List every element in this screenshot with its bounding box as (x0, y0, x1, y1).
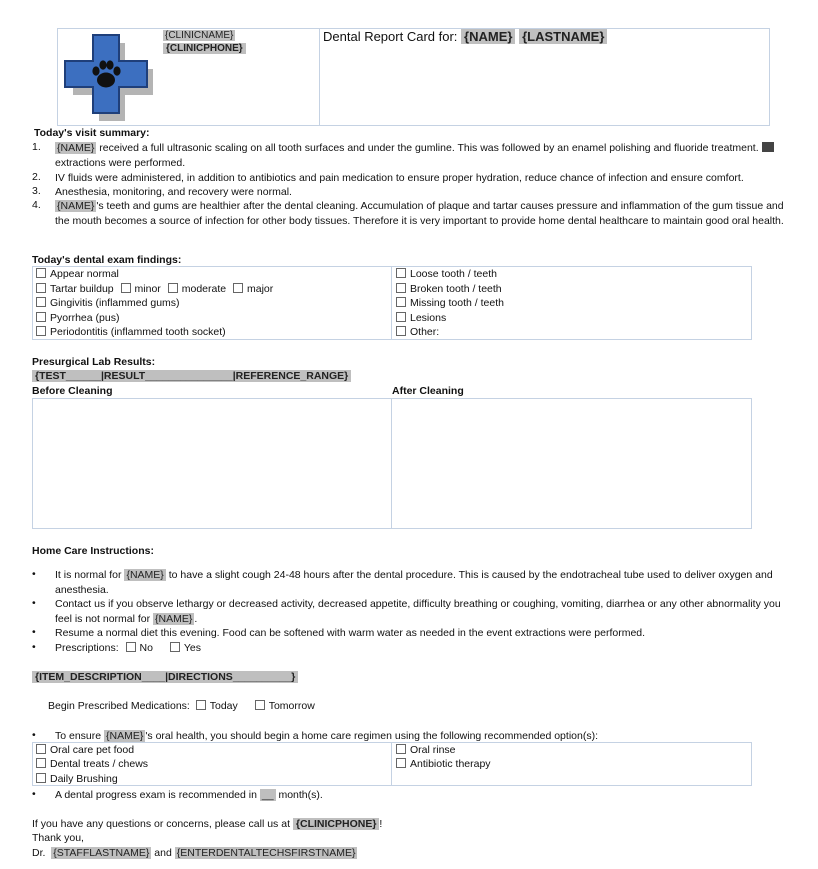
checkbox[interactable] (36, 326, 46, 336)
summary-item-1: {NAME} received a full ultrasonic scaling on all tooth surfaces and under the gumline. This was followed by an enamel polishing and fluoride treatment. extractions were performed. (55, 141, 790, 170)
thank-you: Thank you, (32, 832, 84, 844)
prescriptions-yes-checkbox[interactable] (170, 642, 180, 652)
staff-lastname: {STAFFLASTNAME} (53, 847, 150, 859)
before-cleaning-area[interactable] (32, 398, 392, 529)
begin-medications-row: Begin Prescribed Medications: Today Tomorrow (48, 700, 315, 712)
finding-missing[interactable]: Missing tooth / teeth (396, 296, 504, 310)
option-antibiotic[interactable]: Antibiotic therapy (396, 757, 491, 771)
checkbox[interactable] (36, 744, 46, 754)
pet-name: {NAME} (461, 29, 515, 44)
summary-heading: Today's visit summary: (34, 127, 150, 139)
checkbox[interactable] (396, 312, 406, 322)
checkbox[interactable] (36, 773, 46, 783)
lab-heading: Presurgical Lab Results: (32, 356, 156, 368)
report-title: Dental Report Card for: {NAME} {LASTNAME} (323, 30, 607, 44)
finding-lesions[interactable]: Lesions (396, 311, 446, 325)
finding-gingivitis[interactable]: Gingivitis (inflammed gums) (36, 296, 180, 310)
checkbox[interactable] (36, 268, 46, 278)
signature-line: Dr. {STAFFLASTNAME} and {ENTERDENTALTECHSFIRSTNAME} (32, 847, 356, 859)
checkbox[interactable] (396, 744, 406, 754)
finding-periodontitis[interactable]: Periodontitis (inflammed tooth socket) (36, 325, 226, 339)
summary-item-3: Anesthesia, monitoring, and recovery were normal. (55, 186, 292, 198)
finding-tartar[interactable]: Tartar buildup minor moderate major (36, 282, 273, 296)
finding-normal[interactable]: Appear normal (36, 267, 119, 281)
tech-firstname: {ENTERDENTALTECHSFIRSTNAME} (176, 847, 356, 859)
progress-months-field[interactable]: __ (261, 789, 274, 801)
summary-item-2: IV fluids were administered, in addition to antibiotics and pain medication to ensure proper hydration, reduce chance of infection and ensure comfort. (55, 172, 744, 184)
lab-template: {TEST______|RESULT_______________|REFERENCE_RANGE} (32, 370, 351, 382)
tomorrow-checkbox[interactable] (255, 700, 265, 710)
after-cleaning-label: After Cleaning (392, 385, 464, 397)
home-care-cough: It is normal for {NAME} to have a slight cough 24-48 hours after the dental procedure. This is caused by the endotracheal tube used to deliver oxygen and anesthesia. (55, 569, 773, 596)
home-care-diet: Resume a normal diet this evening. Food can be softened with warm water as needed in the event extractions were performed. (55, 627, 646, 639)
finding-pyorrhea[interactable]: Pyorrhea (pus) (36, 311, 119, 325)
checkbox[interactable] (396, 758, 406, 768)
checkbox[interactable] (36, 283, 46, 293)
finding-other[interactable]: Other: (396, 325, 439, 339)
option-brushing[interactable]: Daily Brushing (36, 772, 118, 786)
home-care-heading: Home Care Instructions: (32, 545, 154, 557)
prescriptions-row: Prescriptions: No Yes (55, 642, 202, 654)
paw-cross-icon (63, 31, 159, 124)
checkbox[interactable] (396, 268, 406, 278)
item-template: {ITEM_DESCRIPTION____|DIRECTIONS__________} (32, 671, 298, 683)
checkbox-minor[interactable] (121, 283, 131, 293)
findings-heading: Today's dental exam findings: (32, 254, 182, 266)
clinic-name: {CLINICNAME} (165, 30, 234, 41)
after-cleaning-area[interactable] (391, 398, 752, 529)
pet-lastname: {LASTNAME} (519, 29, 607, 44)
before-cleaning-label: Before Cleaning (32, 385, 113, 397)
prescriptions-no-checkbox[interactable] (126, 642, 136, 652)
home-care-regimen: To ensure {NAME} 's oral health, you should begin a home care regimen using the following recommended option(s): (55, 730, 598, 742)
header-divider (319, 28, 320, 126)
closing-phone: {CLINICPHONE} (293, 818, 380, 830)
checkbox-moderate[interactable] (168, 283, 178, 293)
checkbox[interactable] (396, 297, 406, 307)
option-pet-food[interactable]: Oral care pet food (36, 743, 134, 757)
checkbox[interactable] (36, 758, 46, 768)
clinic-phone: {CLINICPHONE} (163, 43, 246, 54)
finding-loose[interactable]: Loose tooth / teeth (396, 267, 497, 281)
progress-exam: A dental progress exam is recommended in __ month(s). (55, 789, 323, 801)
today-checkbox[interactable] (196, 700, 206, 710)
checkbox-major[interactable] (233, 283, 243, 293)
checkbox[interactable] (396, 326, 406, 336)
finding-broken[interactable]: Broken tooth / teeth (396, 282, 502, 296)
checkbox[interactable] (36, 312, 46, 322)
checkbox[interactable] (396, 283, 406, 293)
questions-line: If you have any questions or concerns, please call us at {CLINICPHONE} ! (32, 818, 383, 830)
summary-item-4: {NAME} 's teeth and gums are healthier after the dental cleaning. Accumulation of plaque and tartar causes pressure and inflammation of the gum tissue and the mouth becomes a source of infection for other body tissues. Therefore it is very important to provide home dental healthcare to maintain good oral health. (55, 200, 784, 227)
option-treats[interactable]: Dental treats / chews (36, 757, 148, 771)
home-care-contact: Contact us if you observe lethargy or decreased activity, decreased appetite, difficulty breathing or coughing, vomiting, diarrhea or any other abnormality you feel is not normal for {NAME} . (55, 598, 781, 625)
option-rinse[interactable]: Oral rinse (396, 743, 456, 757)
checkbox[interactable] (36, 297, 46, 307)
